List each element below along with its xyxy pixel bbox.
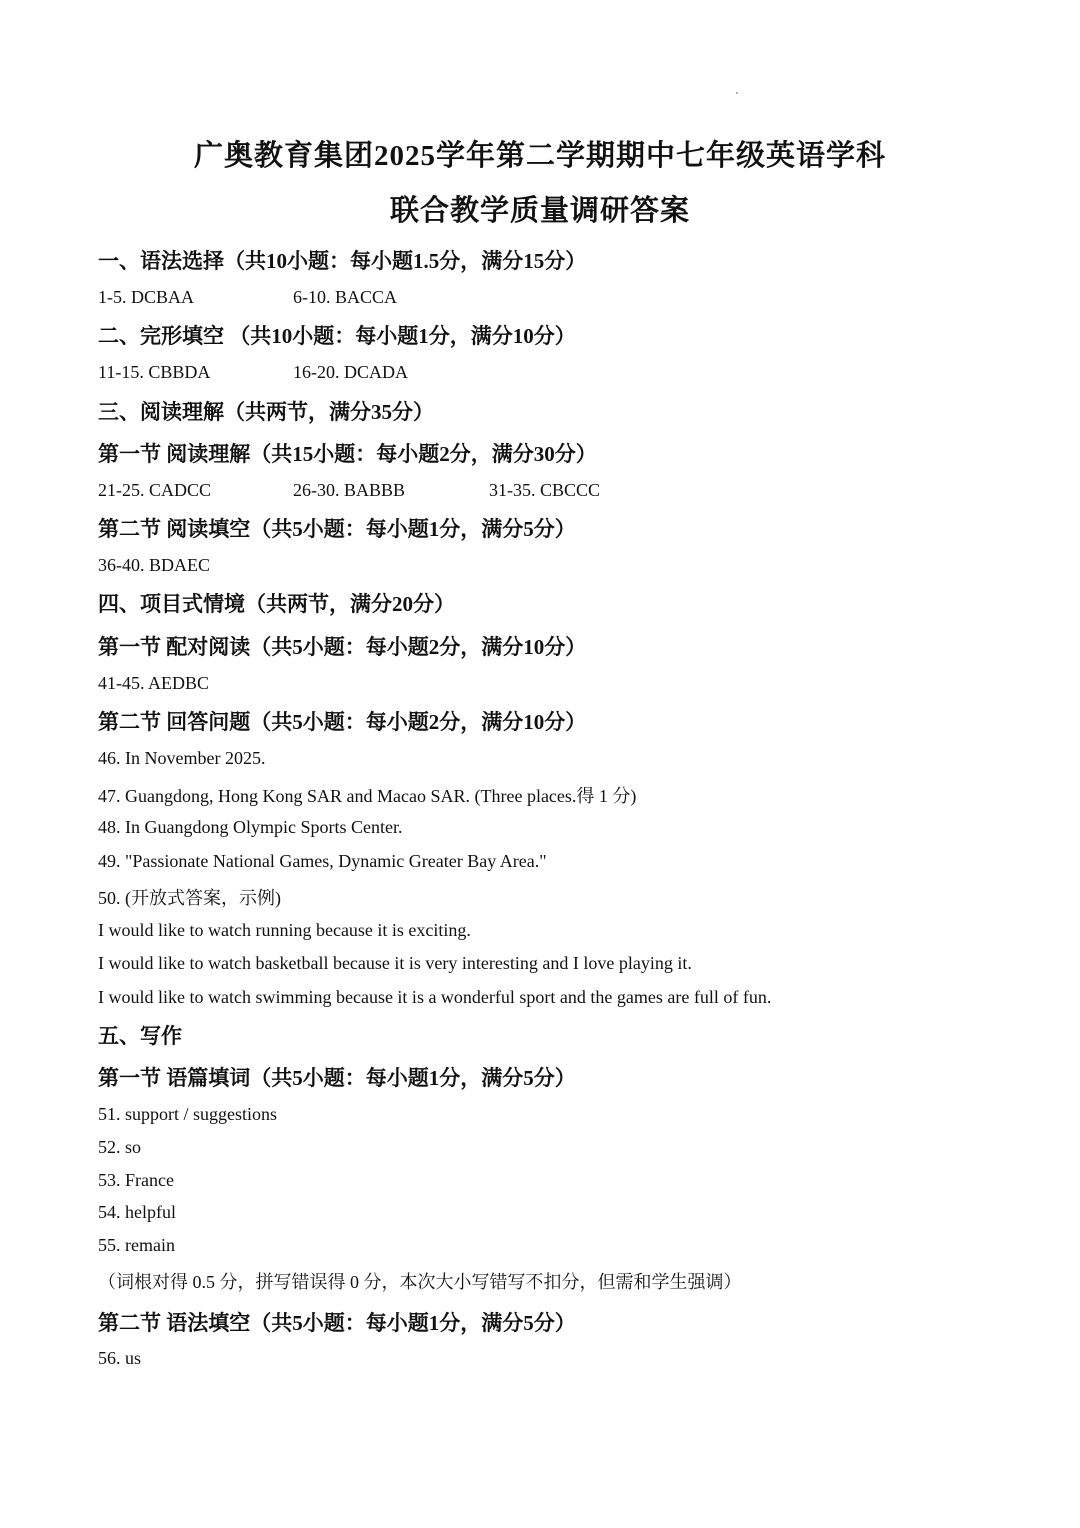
answer-group: 1-5. DCBAA [98,287,195,307]
answer-group: 31-35. CBCCC [489,480,601,500]
section-3-part-2-answers: 36-40. BDAEC [98,555,210,575]
answer-group: 26-30. BABBB [293,480,406,500]
section-4-part-1-heading: 第一节 配对阅读（共5小题：每小题2分，满分10分） [98,635,587,659]
answer-line: 46. In November 2025. [98,748,266,768]
section-2-heading: 二、完形填空 （共10小题：每小题1分，满分10分） [98,324,576,348]
section-3-part-1-heading: 第一节 阅读理解（共15小题：每小题2分，满分30分） [98,442,597,466]
scan-dot [736,92,738,94]
answer-line: 55. remain [98,1235,175,1255]
answer-line: 56. us [98,1348,142,1368]
answer-line: I would like to watch running because it is exciting. [98,920,471,940]
answer-line: 48. In Guangdong Olympic Sports Center. [98,817,403,837]
answer-line: 51. support / suggestions [98,1104,278,1124]
section-3-heading: 三、阅读理解（共两节，满分35分） [98,400,434,424]
answer-line: 52. so [98,1137,142,1157]
section-3-part-2-heading: 第二节 阅读填空（共5小题：每小题1分，满分5分） [98,517,576,541]
answer-group: 11-15. CBBDA [98,362,211,382]
answer-group: 16-20. DCADA [293,362,408,382]
answer-group: 21-25. CADCC [98,480,212,500]
section-4-part-1-answers: 41-45. AEDBC [98,673,210,693]
answer-line: 53. France [98,1170,174,1190]
section-1-heading: 一、语法选择（共10小题：每小题1.5分，满分15分） [98,249,587,273]
answer-line: 54. helpful [98,1202,176,1222]
answer-line: 49. "Passionate National Games, Dynamic Greater Bay Area." [98,851,547,871]
answer-line: 47. Guangdong, Hong Kong SAR and Macao SAR. (Three places.得 1 分) [98,786,637,806]
answer-line: I would like to watch basketball because it is very interesting and I love playing it. [98,953,692,973]
page-subtitle: 联合教学质量调研答案 [389,195,690,227]
answer-line: 50. (开放式答案，示例) [98,888,281,908]
section-5-part-2-heading: 第二节 语法填空（共5小题：每小题1分，满分5分） [98,1311,576,1335]
answer-line: I would like to watch swimming because it is a wonderful sport and the games are full of fun. [98,987,772,1007]
answer-group: 6-10. BACCA [293,287,398,307]
section-5-heading: 五、写作 [98,1024,182,1048]
section-4-heading: 四、项目式情境（共两节，满分20分） [98,592,455,616]
scoring-note: （词根对得 0.5 分，拼写错误得 0 分，本次大小写错写不扣分，但需和学生强调） [98,1272,742,1292]
section-4-part-2-heading: 第二节 回答问题（共5小题：每小题2分，满分10分） [98,710,587,734]
section-5-part-1-heading: 第一节 语篇填词（共5小题：每小题1分，满分5分） [98,1066,576,1090]
page-title: 广奥教育集团2025学年第二学期期中七年级英语学科 [193,140,886,172]
